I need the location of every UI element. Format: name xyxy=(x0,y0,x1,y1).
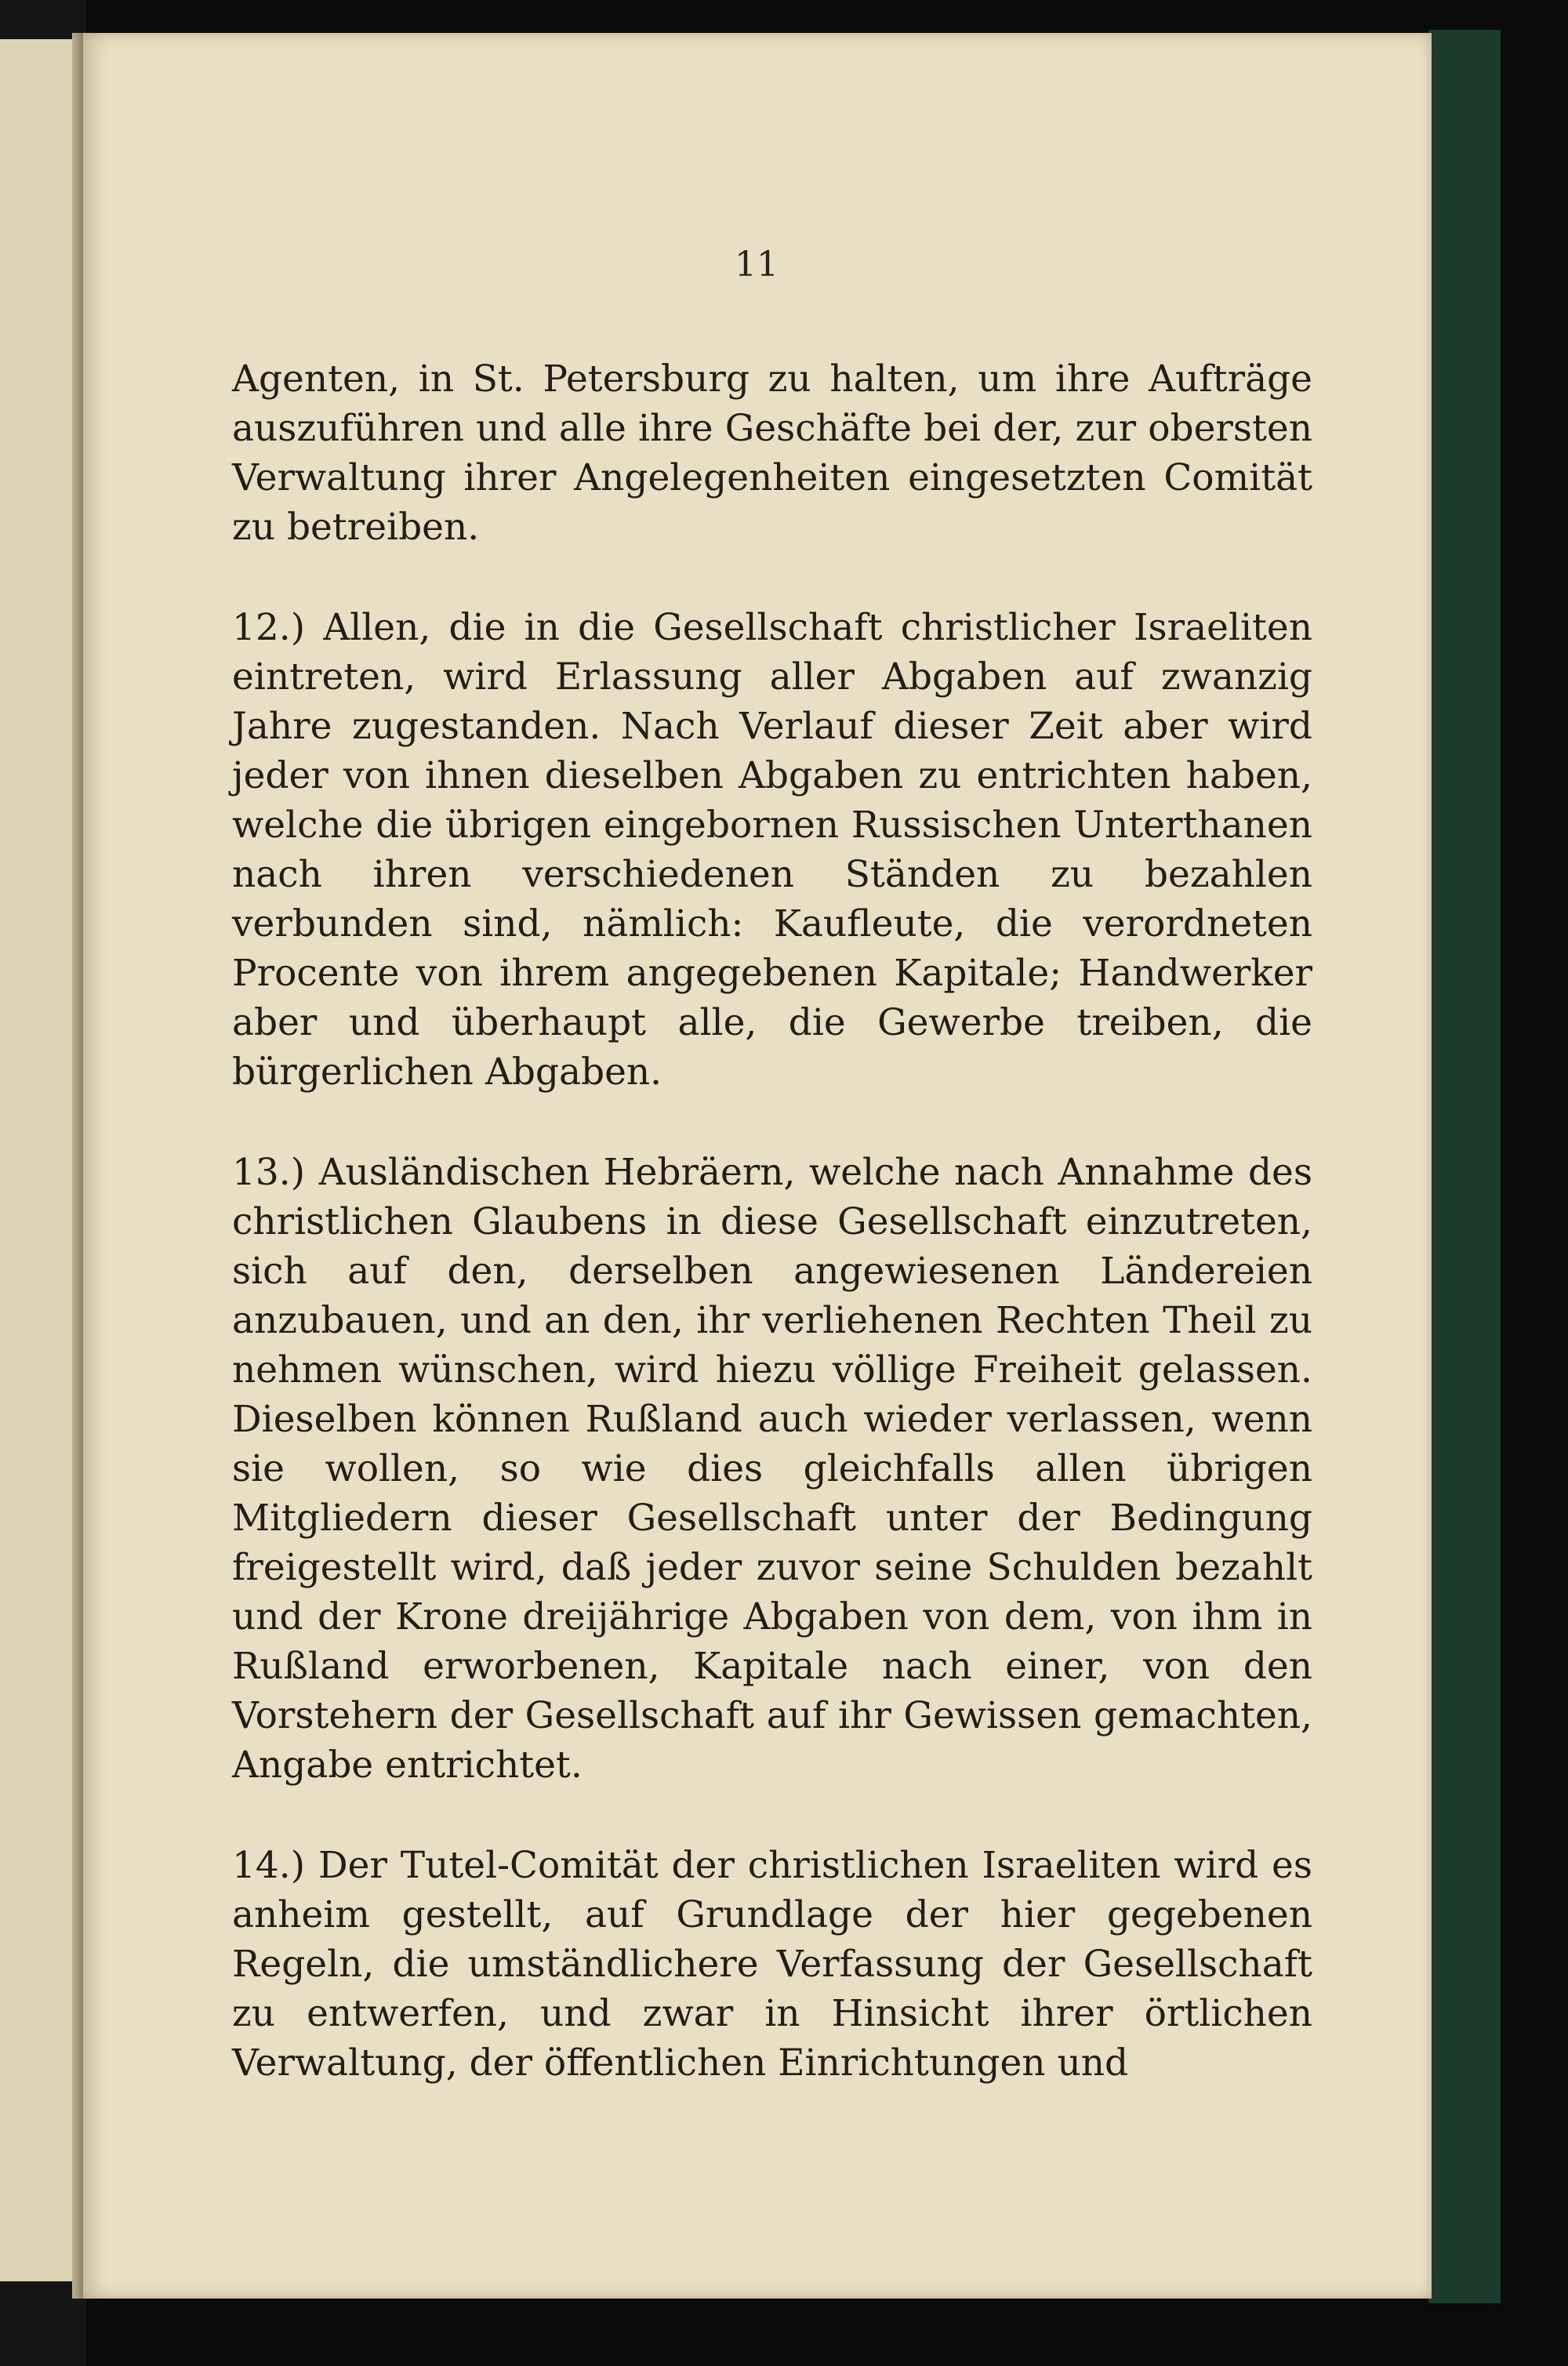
page-gutter xyxy=(72,33,83,2299)
paragraph-number: 14.) xyxy=(232,1844,306,1887)
paragraph xyxy=(232,603,1312,1097)
page-body xyxy=(232,354,1312,2088)
previous-page-edge xyxy=(0,39,77,2281)
paragraph-text: Agenten, in St. Petersburg zu halten, um ihre Aufträge auszuführen und alle ihre Geschäfte bei der, zur obersten Verwaltung ihrer Angelegenheiten eingesetzten Comität zu betreiben. xyxy=(232,357,1312,549)
paragraph-text: Allen, die in die Gesellschaft christlicher Israeliten eintreten, wird Erlassung aller Abgaben auf zwanzig Jahre zugestanden. Nach Verlauf dieser Zeit aber wird jeder von ihnen dieselben Abgaben zu entrichten haben, welche die übrigen eingebornen Russischen Unterthanen nach ihren verschiedenen Ständen zu bezahlen verbunden sind, nämlich: Kaufleute, die verordneten Procente von ihrem angegebenen Kapitale; Handwerker aber und überhaupt alle, die Gewerbe treiben, die bürgerlichen Abgaben. xyxy=(232,606,1312,1094)
paragraph xyxy=(232,1841,1312,2088)
book-page xyxy=(82,33,1432,2299)
paragraph-text: Ausländischen Hebräern, welche nach Annahme des christlichen Glaubens in diese Gesellschaft einzutreten, sich auf den, derselben angewiesenen Ländereien anzubauen, und an den, ihr verliehenen Rechten Theil zu nehmen wünschen, wird hiezu völlige Freiheit gelassen. Dieselben können Rußland auch wieder verlassen, wenn sie wollen, so wie dies gleichfalls allen übrigen Mitgliedern dieser Gesellschaft unter der Bedingung freigestellt wird, daß jeder zuvor seine Schulden bezahlt und der Krone dreijährige Abgaben von dem, von ihm in Rußland erworbenen, Kapitale nach einer, von den Vorstehern der Gesellschaft auf ihr Gewissen gemachten, Angabe entrichtet. xyxy=(232,1151,1312,1787)
paragraph-number: 12.) xyxy=(232,606,306,649)
page-number: 11 xyxy=(735,245,779,285)
book-cover-right xyxy=(1428,30,1501,2303)
paragraph xyxy=(232,1148,1312,1790)
paragraph-text: Der Tutel-Comität der christlichen Israeliten wird es anheim gestellt, auf Grundlage der hier gegebenen Regeln, die umständlichere Verfassung der Gesellschaft zu entwerfen, und zwar in Hinsicht ihrer örtlichen Verwaltung, der öffentlichen Einrichtungen und xyxy=(232,1844,1312,2085)
paragraph-number: 13.) xyxy=(232,1151,306,1194)
paragraph xyxy=(232,354,1312,552)
